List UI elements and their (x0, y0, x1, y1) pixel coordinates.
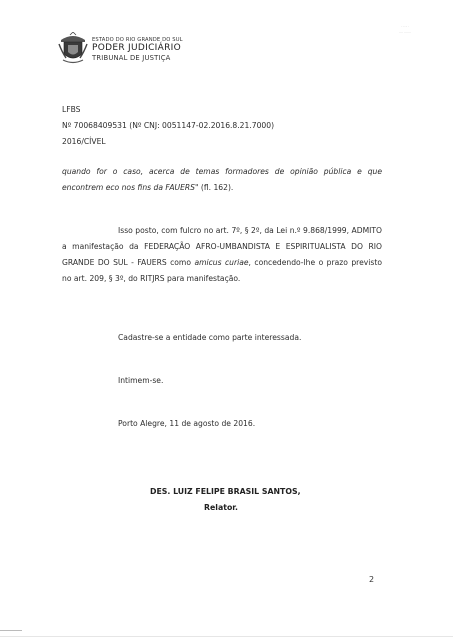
stamp-line-1: · ·· ·· · (400, 24, 410, 28)
quote-line-2-reference: (fl. 162). (198, 183, 234, 192)
header-court: TRIBUNAL DE JUSTIÇA (92, 54, 171, 62)
decision-line-4: no art. 209, § 3º, do RITJRS para manifestação. (62, 274, 241, 283)
reference-type: 2016/CÍVEL (62, 137, 106, 146)
reference-initials: LFBS (62, 105, 81, 114)
signature-role: Relator. (204, 503, 239, 512)
quote-line-1 (62, 167, 382, 176)
quote-line-2-italic: encontrem eco nos fins da FAUERS" (62, 183, 199, 192)
decision-line-1-text: Isso posto, com fulcro no art. 7º, § 2º, da Lei n.º 9.868/1999, ADMITO (118, 226, 382, 235)
reference-process-number: Nº 70068409531 (Nº CNJ: 0051147-02.2016.8.21.7000) (62, 121, 275, 130)
notify-order: Intimem-se. (118, 376, 164, 385)
coat-of-arms-emblem (58, 32, 88, 66)
decision-line-1 (118, 226, 382, 235)
stamp-line-2: ···· ······· (399, 30, 411, 34)
quote-line-2 (62, 183, 233, 192)
decision-line-3-b: , concedendo-lhe o prazo previsto (248, 258, 382, 267)
page-number: 2 (369, 575, 375, 584)
signature-name: DES. LUIZ FELIPE BRASIL SANTOS, (150, 487, 301, 496)
scan-artifact-bottom-left (0, 630, 22, 631)
place-and-date: Porto Alegre, 11 de agosto de 2016. (118, 419, 256, 428)
register-order: Cadastre-se a entidade como parte interessada. (118, 333, 302, 342)
scan-artifact-bottom (0, 636, 453, 637)
decision-line-3-a: GRANDE DO SUL - FAUERS como (62, 258, 195, 267)
decision-line-2-text: a manifestação da FEDERAÇÃO AFRO-UMBANDISTA E ESPIRITUALISTA DO RIO (62, 242, 382, 251)
page-stamp (388, 24, 422, 34)
decision-line-3-italic: amicus curiae (194, 258, 249, 267)
header-institution: PODER JUDICIÁRIO (92, 43, 181, 53)
header-state: ESTADO DO RIO GRANDE DO SUL (92, 37, 183, 43)
quote-line-1-text: quando for o caso, acerca de temas formadores de opinião pública e que (62, 167, 382, 176)
decision-line-3 (62, 258, 382, 267)
decision-line-2 (62, 242, 382, 251)
